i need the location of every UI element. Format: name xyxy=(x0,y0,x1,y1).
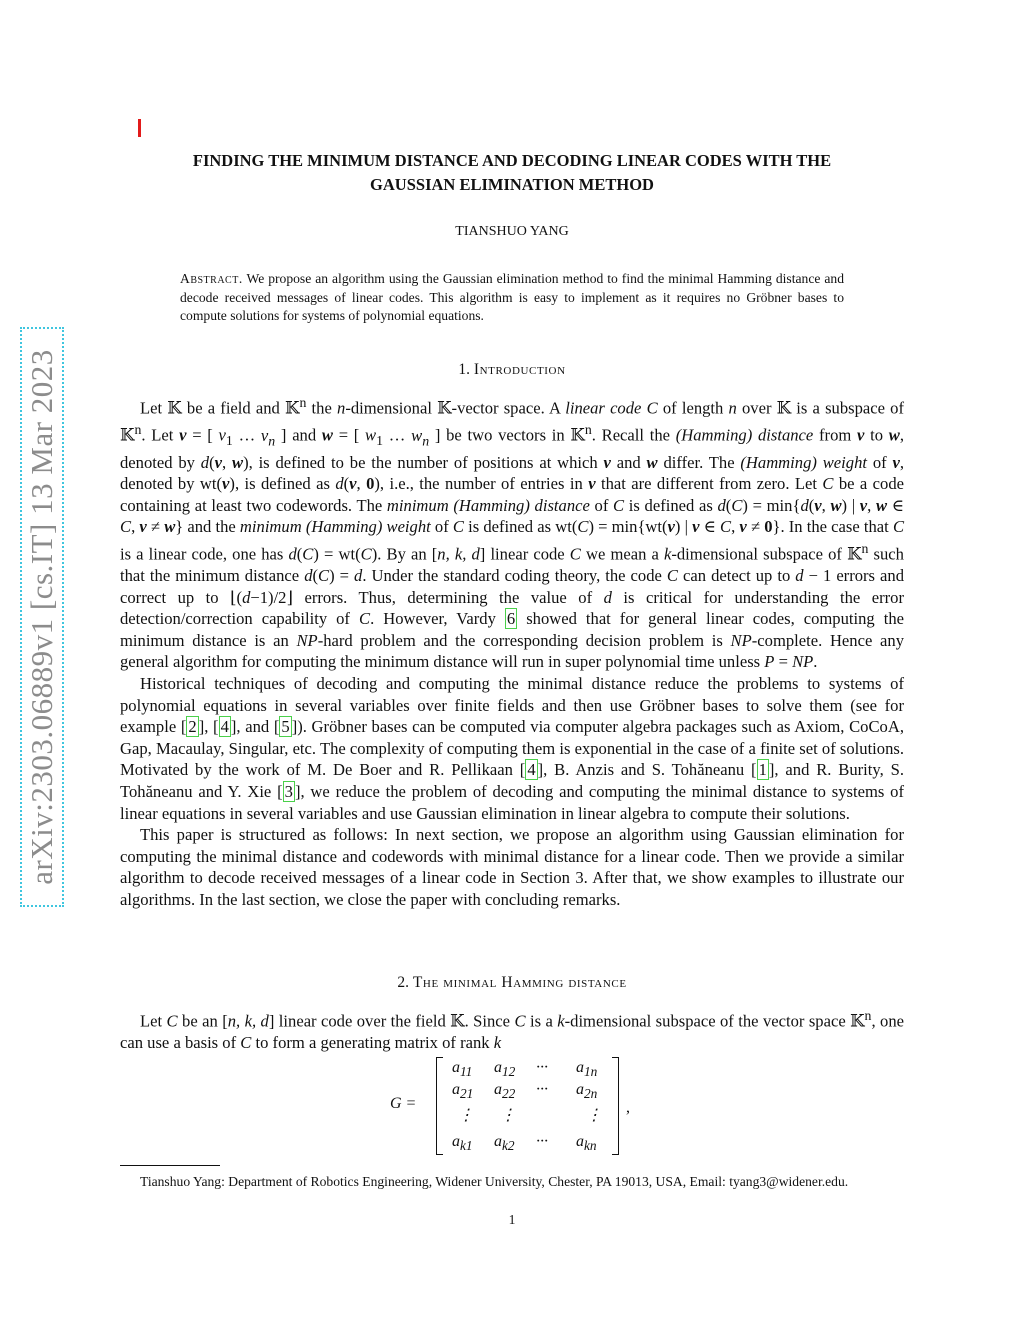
left-bracket xyxy=(436,1057,443,1155)
section-2-body xyxy=(120,1005,904,1054)
matrix-lhs: G = xyxy=(390,1095,417,1112)
matrix-cell: $a_{21}$ xyxy=(452,1081,474,1102)
arxiv-stamp xyxy=(20,327,64,907)
author: TIANSHUO YANG xyxy=(455,224,569,239)
paragraph: Historical techniques of decoding and computing the minimal distance reduce the problems to systems of polynomial equations in several variables over finite fields and then use Gröbner bases to solve them (see for example [ 2 ], [ 4 ], and [ 5 ]). Gröbner bases can be computed via computer algebra packages such as Axiom, CoCoA, Gap, Macaulay, Singular, etc. The complexity of computing them is exponential in the case of a finite set of solutions. Motivated by the work of M. De Boer and R. Pellikaan [ 4 ], B. Anzis and S. Tohăneanu [ 1 ], and R. Burity, S. Tohăneanu and Y. Xie [ 3 ], we reduce the problem of decoding and computing the minimal distance to systems of linear equations in several variables and use Gaussian elimination in linear algebra to compute their solutions. xyxy=(120,674,904,823)
footnote: Tianshuo Yang: Department of Robotics Engineering, Widener University, Chester, PA 19013, USA, Email: tyang3@widener.edu. xyxy=(140,1174,849,1189)
section-1-heading: 1. Introduction xyxy=(458,361,566,378)
arxiv-identifier: arXiv:2303.06889v1 [cs.IT] 13 Mar 2023 xyxy=(24,349,59,885)
matrix-cell: $a_{2n}$ xyxy=(576,1081,598,1102)
abstract-text: We propose an algorithm using the Gaussian elimination method to find the minimal Hamming distance and decode received messages of linear codes. This algorithm is easy to implement as it requires no Gröbner bases to compute solutions for systems of polynomial equations. xyxy=(180,271,844,323)
matrix-cell: $a_{11}$ xyxy=(452,1059,473,1080)
matrix-cell: $a_{k1}$ xyxy=(452,1133,473,1154)
title-line-2: GAUSSIAN ELIMINATION METHOD xyxy=(370,175,654,194)
matrix-cell: ⋮ xyxy=(586,1107,602,1124)
matrix-cell: $a_{kn}$ xyxy=(576,1133,597,1154)
generating-matrix: G = , $a_{11}$ $a_{12}$ ··· $a_{1n}$ $a_{21}$ $a_{22}$ ··· $a_{2n}$ ⋮ ⋮ ⋮ $a_{k1}$ $a_{k2}$ ··· $a_{kn}$ xyxy=(390,1059,630,1154)
matrix-cell: $a_{12}$ xyxy=(494,1059,516,1080)
footnote-rule xyxy=(120,1165,220,1166)
abstract xyxy=(180,270,844,326)
title-line-1: FINDING THE MINIMUM DISTANCE AND DECODING LINEAR CODES WITH THE xyxy=(192,151,832,170)
section-1-body xyxy=(120,392,904,911)
matrix-cell: ⋮ xyxy=(500,1107,516,1124)
right-bracket xyxy=(612,1057,619,1155)
abstract-label: Abstract. xyxy=(180,271,243,286)
paper-title xyxy=(120,149,904,197)
paragraph: Let C be an [n, k, d] linear code over the field 𝕂. Since C is a k-dimensional subspace of the vector space 𝕂$^n$, one can use a basis of C to form a generating matrix of rank k xyxy=(120,1008,904,1053)
red-marker xyxy=(138,119,141,137)
matrix-cell: ··· xyxy=(536,1059,548,1076)
matrix-cell: $a_{22}$ xyxy=(494,1081,516,1102)
matrix-cell: $a_{1n}$ xyxy=(576,1059,598,1080)
paragraph: Let 𝕂 be a field and 𝕂$^n$ the n-dimensional 𝕂-vector space. A linear code C of length n over 𝕂 is a subspace of 𝕂$^n$. Let v = [ $v_1$ … $v_n$ ] and w = [ $w_1$ … $w_n$ ] be two vectors in 𝕂$^n$. Recall the (Hamming) distance from v to w, denoted by d(v, w), is defined to be the number of positions at which v and w differ. The (Hamming) weight of v, denoted by wt(v), is defined as d(v, 0), i.e., the number of entries in v that are different from zero. Let C be a code containing at least two codewords. The minimum (Hamming) distance of C is defined as d(C) = min{d(v, w) | v, w ∈ C, v ≠ w} and the minimum (Hamming) weight of C is defined as wt(C) = min{wt(v) | v ∈ C, v ≠ 0}. In the case that C is a linear code, one has d(C) = wt(C). By an [n, k, d] linear code C we mean a k-dimensional subspace of 𝕂$^n$ such that the minimum distance d(C) = d. Under the standard coding theory, the code C can detect up to d − 1 errors and correct up to ⌊(d−1)/2⌋ errors. Thus, determining the value of d is critical for understanding the error detection/correction capability of C. However, Vardy 6 showed that for general linear codes, computing the minimum distance is an NP-hard problem and the corresponding decision problem is NP-complete. Hence any general algorithm for computing the minimum distance will run in super polynomial time unless P = NP. xyxy=(120,395,905,672)
paragraph: This paper is structured as follows: In next section, we propose an algorithm using Gaussian elimination for computing the minimal distance and codewords with minimal distance for a linear code. Then we provide a similar algorithm to decode received messages of a linear code in Section 3. After that, we show examples to illustrate our algorithms. In the last section, we close the paper with concluding remarks. xyxy=(120,825,904,909)
matrix-cell: $a_{k2}$ xyxy=(494,1133,515,1154)
matrix-cell: ⋮ xyxy=(458,1107,474,1124)
matrix-cell: ··· xyxy=(536,1133,548,1150)
matrix-cell: ··· xyxy=(536,1081,548,1098)
page-number: 1 xyxy=(508,1212,516,1227)
section-2-heading: 2. The minimal Hamming distance xyxy=(397,974,627,991)
